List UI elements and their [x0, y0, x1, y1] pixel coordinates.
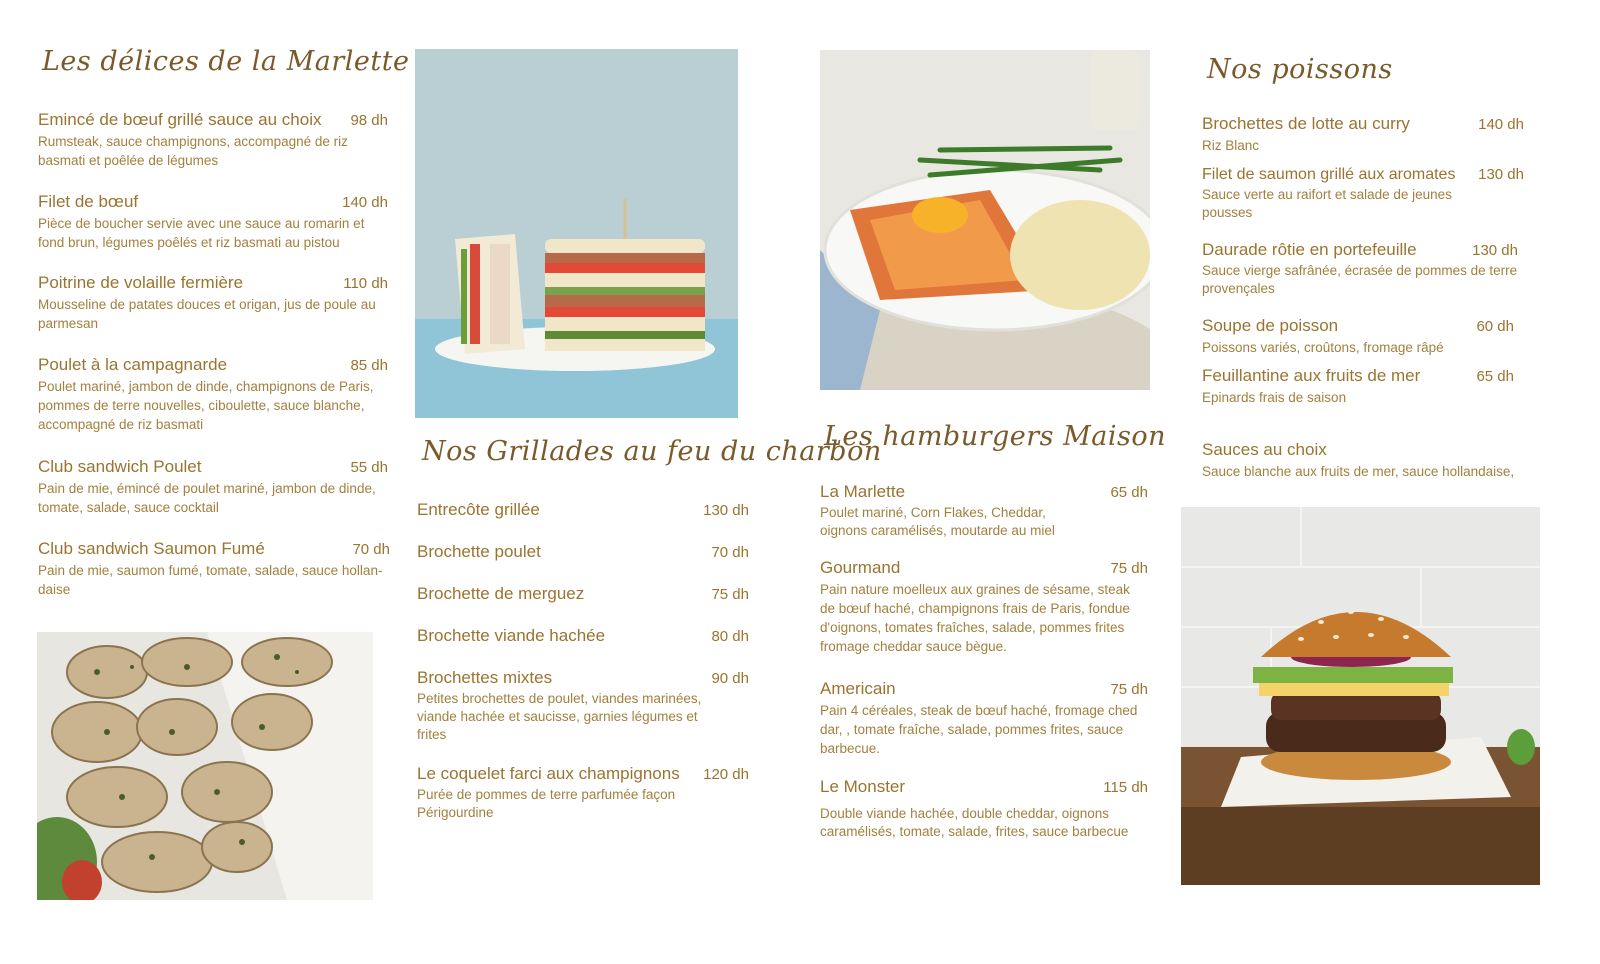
item-description: Pain de mie, émincé de poulet mariné, jambon de dinde, tomate, salade, sauce cocktail [38, 481, 376, 515]
item-price: 140 dh [342, 194, 388, 211]
menu-item [38, 192, 388, 252]
item-price: 130 dh [1472, 242, 1518, 259]
menu-item [820, 679, 1148, 758]
item-description: Riz Blanc [1202, 138, 1260, 153]
item-name: Poitrine de volaille fermière [38, 273, 244, 292]
item-price: 85 dh [350, 357, 388, 374]
item-name: Club sandwich Poulet [38, 457, 202, 476]
item-description: Epinards frais de saison [1202, 390, 1347, 405]
sauces-description: Sauce blanche aux fruits de mer, sauce hollandaise, [1202, 464, 1515, 479]
item-price: 75 dh [1110, 681, 1148, 698]
burger-photo [1181, 507, 1540, 885]
menu-item [417, 584, 749, 604]
item-name: Daurade rôtie en portefeuille [1202, 240, 1417, 259]
menu-item [417, 668, 749, 744]
item-name: Soupe de poisson [1202, 316, 1339, 335]
item-name: Filet de saumon grillé aux aromates [1202, 166, 1456, 183]
salmon-plate-photo [820, 50, 1150, 390]
menu-item [38, 457, 388, 517]
item-description: Poulet mariné, jambon de dinde, champignons de Paris, pommes de terre nouvelles, ciboulette, sauce blanche, accompagné de riz basmati [38, 379, 374, 432]
item-description: Double viande hachée, double cheddar, oignons caramélisés, tomate, salade, frites, sauce barbecue [820, 806, 1129, 839]
item-price: 70 dh [711, 544, 749, 561]
section-title-poissons: Nos poissons [1207, 54, 1393, 85]
menu-item [38, 273, 388, 333]
item-price: 65 dh [1476, 368, 1514, 385]
item-price: 98 dh [350, 112, 388, 129]
item-description: Poulet mariné, Corn Flakes, Cheddar, oignons caramélisés, moutarde au miel [820, 505, 1055, 538]
item-price: 140 dh [1478, 116, 1524, 133]
item-name: Le coquelet farci aux champignons [417, 764, 680, 783]
menu-item [38, 539, 390, 599]
item-description: Pain de mie, saumon fumé, tomate, salade, sauce hollan-daise [38, 563, 383, 597]
item-name: Brochette de merguez [417, 584, 585, 603]
item-price: 75 dh [1110, 560, 1148, 577]
menu-item [417, 764, 749, 822]
item-name: Gourmand [820, 558, 901, 577]
item-price: 65 dh [1110, 484, 1148, 501]
item-description: Mousseline de patates douces et origan, jus de poule au parmesan [38, 297, 376, 331]
item-description: Rumsteak, sauce champignons, accompagné de riz basmati et poêlée de légumes [38, 134, 348, 168]
item-name: Feuillantine aux fruits de mer [1202, 366, 1421, 385]
menu-item [820, 558, 1148, 656]
menu-item [1202, 114, 1524, 155]
item-price: 80 dh [711, 628, 749, 645]
item-name: Filet de bœuf [38, 192, 139, 211]
section-title-delices: Les délices de la Marlette [42, 46, 410, 77]
club-sandwich-photo [415, 49, 738, 418]
item-description: Sauce verte au raifort et salade de jeunes pousses [1202, 187, 1452, 220]
menu-item [417, 500, 749, 520]
item-price: 55 dh [350, 459, 388, 476]
menu-item [417, 542, 749, 562]
item-name: Americain [820, 679, 896, 698]
menu-item [820, 482, 1148, 540]
item-price: 110 dh [343, 275, 388, 292]
item-name: Poulet à la campagnarde [38, 355, 228, 374]
item-price: 90 dh [711, 670, 749, 687]
item-price: 75 dh [711, 586, 749, 603]
item-description: Pain 4 céréales, steak de bœuf haché, fromage ched dar, , tomate fraîche, salade, pommes frites, sauce barbecue. [820, 703, 1138, 756]
sauces-block [1202, 440, 1542, 481]
item-price: 120 dh [703, 766, 749, 783]
item-name: Club sandwich Saumon Fumé [38, 539, 265, 558]
sauces-title: Sauces au choix [1202, 440, 1327, 459]
item-description: Sauce vierge safrânée, écrasée de pommes de terre provençales [1202, 263, 1518, 296]
item-name: Entrecôte grillée [417, 500, 540, 519]
menu-item [820, 777, 1148, 841]
item-price: 60 dh [1476, 318, 1514, 335]
menu-item [1202, 166, 1524, 222]
section-title-grillades: Nos Grillades au feu du charbon [422, 436, 882, 467]
section-title-hamburgers: Les hamburgers Maison [824, 421, 1167, 452]
item-description: Poissons variés, croûtons, fromage râpé [1202, 340, 1444, 355]
item-description: Pièce de boucher servie avec une sauce au romarin et fond brun, légumes poêlés et riz basmati au pistou [38, 216, 365, 250]
menu-item [1202, 240, 1518, 298]
item-description: Purée de pommes de terre parfumée façon Périgourdine [417, 787, 676, 820]
grilled-chicken-photo [37, 632, 373, 900]
item-description: Pain nature moelleux aux graines de sésame, steak de bœuf haché, champignons frais de Paris, fondue d'oignons, tomates fraîches, salade, pommes frites fromage cheddar sauce bègue. [820, 582, 1130, 654]
item-name: Brochette poulet [417, 542, 541, 561]
item-price: 130 dh [1478, 166, 1524, 183]
menu-item [1202, 316, 1514, 357]
item-name: La Marlette [820, 482, 906, 501]
menu-item [38, 110, 388, 170]
item-price: 70 dh [352, 541, 390, 558]
item-description: Petites brochettes de poulet, viandes marinées, viande hachée et saucisse, garnies légumes et frites [417, 691, 702, 742]
item-price: 115 dh [1103, 779, 1148, 796]
item-name: Brochettes de lotte au curry [1202, 114, 1410, 133]
item-name: Brochettes mixtes [417, 668, 553, 687]
menu-item [417, 626, 749, 646]
menu-item [1202, 366, 1514, 407]
item-name: Le Monster [820, 777, 906, 796]
item-name: Emincé de bœuf grillé sauce au choix [38, 110, 322, 129]
item-price: 130 dh [703, 502, 749, 519]
menu-item [38, 355, 388, 434]
item-name: Brochette viande hachée [417, 626, 606, 645]
